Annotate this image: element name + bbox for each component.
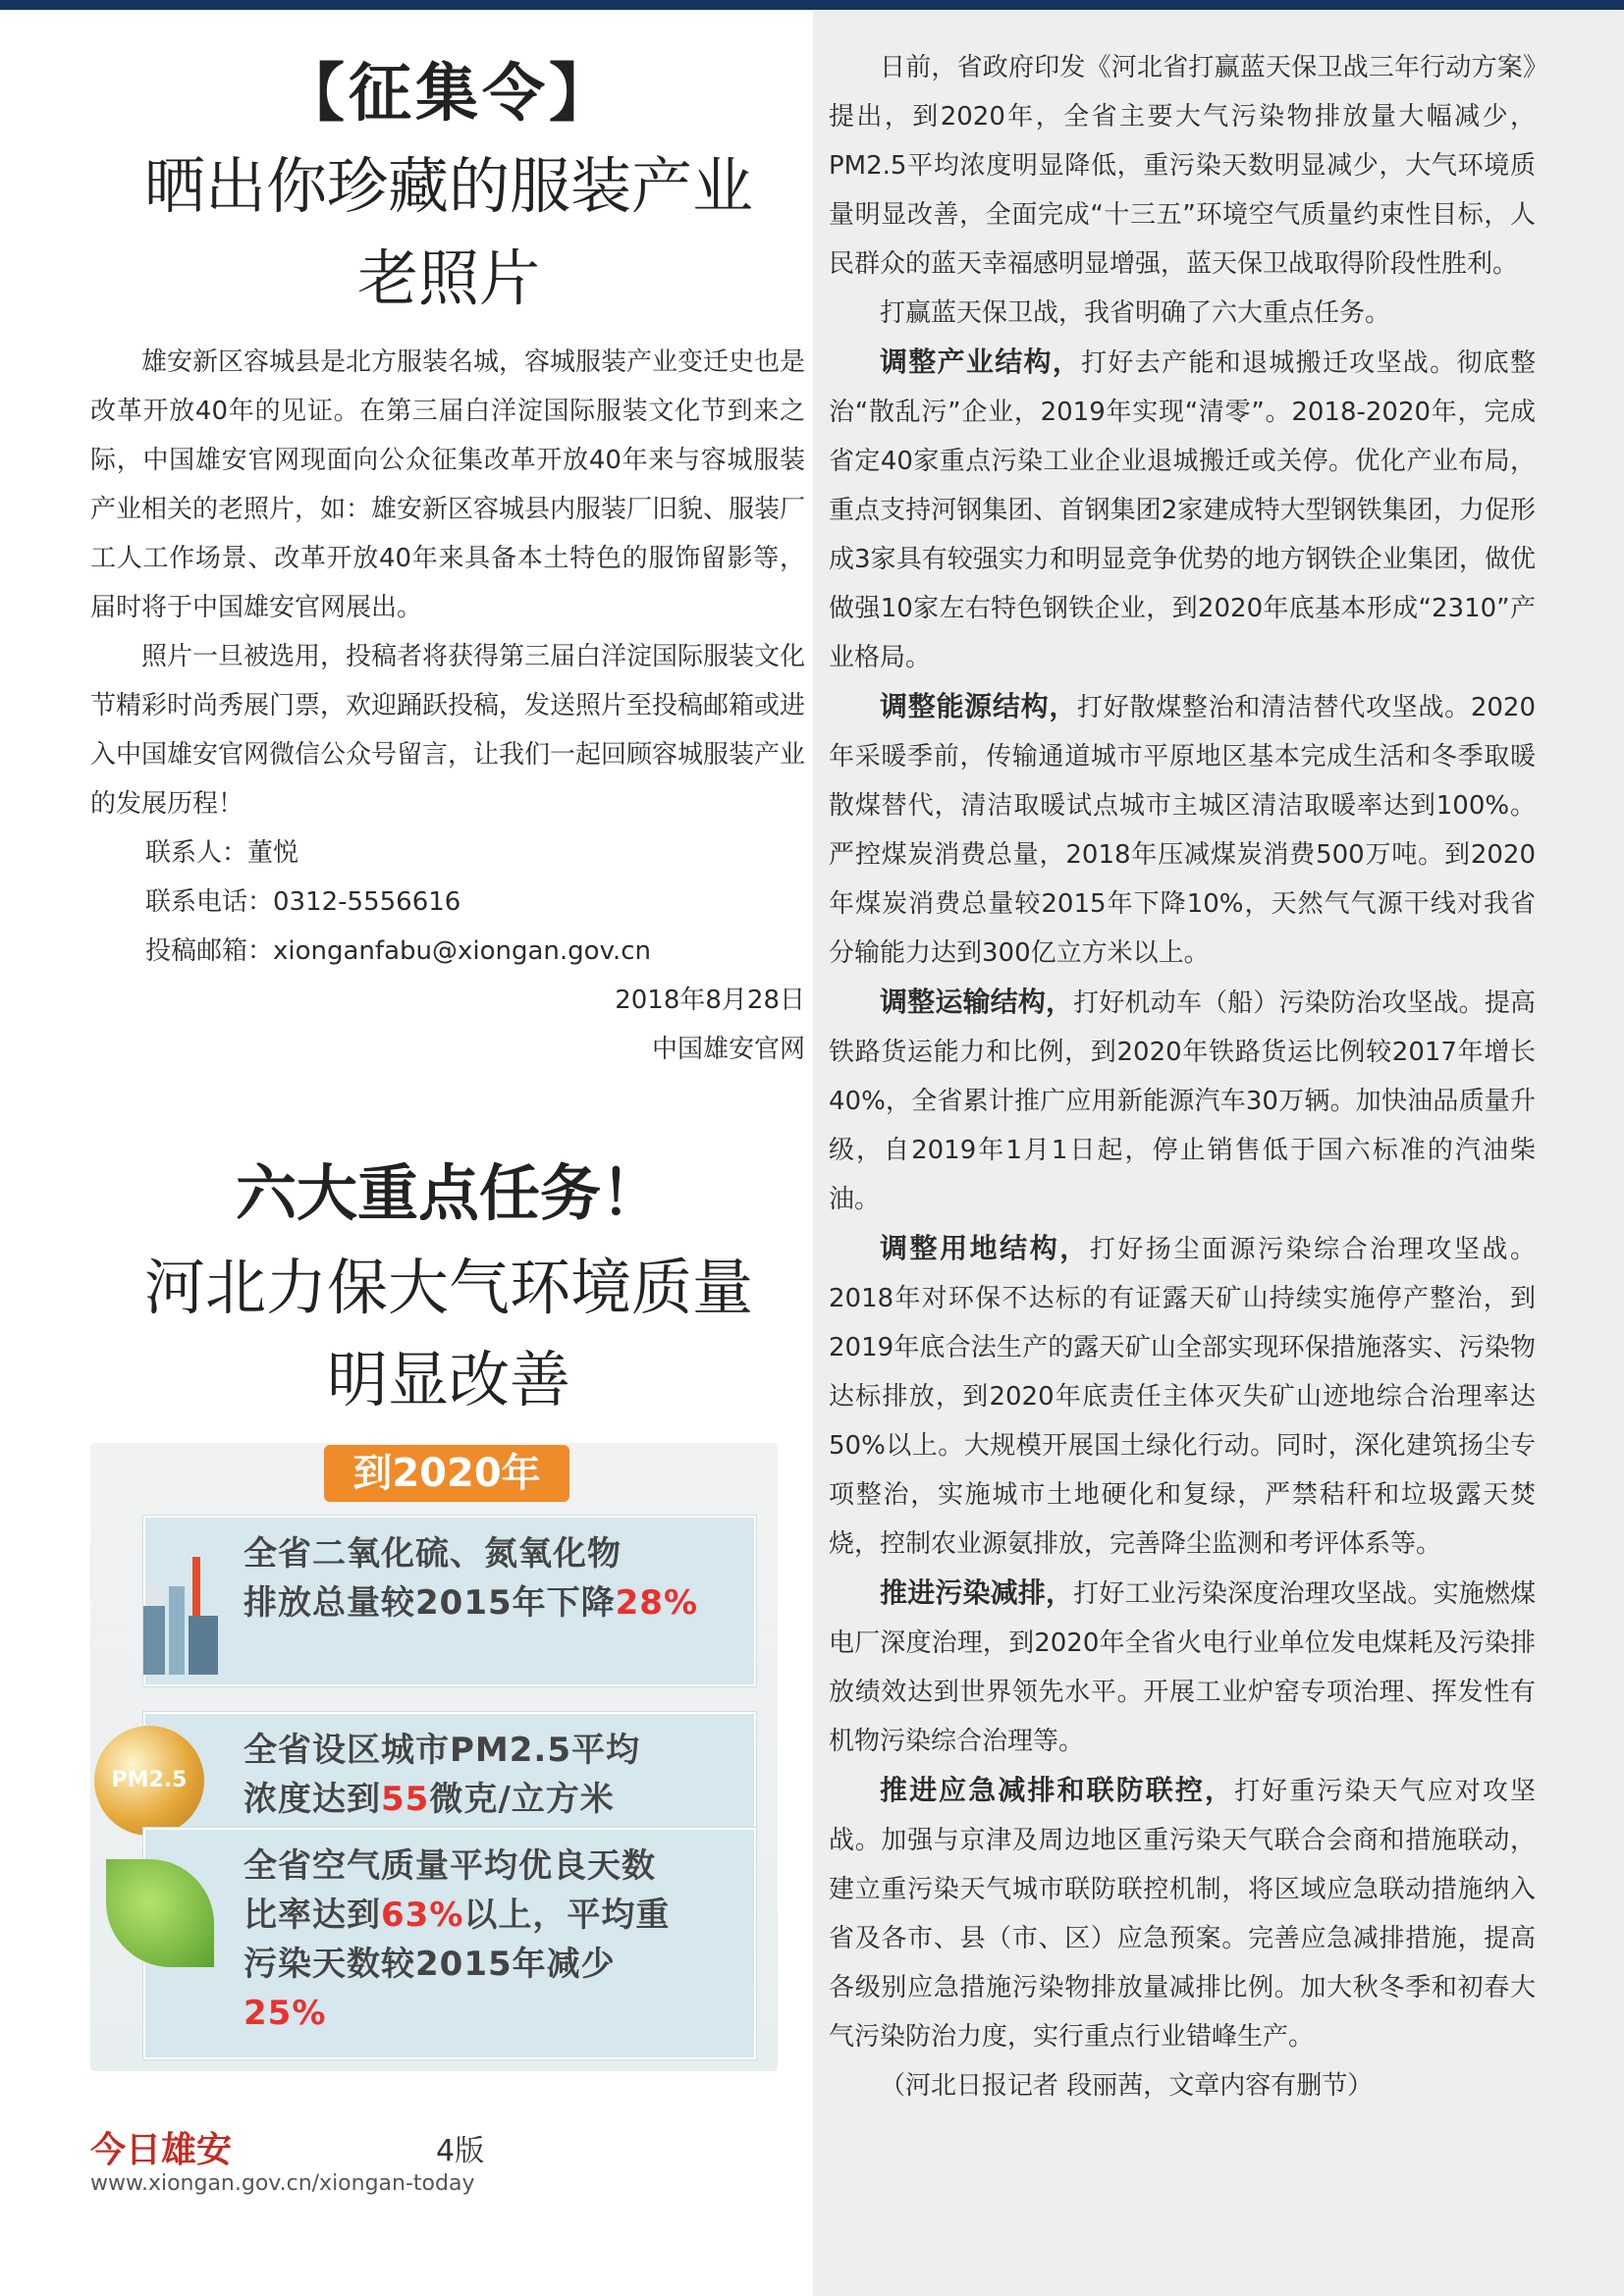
article1-source: 中国雄安官网	[651, 1035, 805, 1064]
infographic-box-emissions	[143, 1516, 756, 1686]
section3-lead: 调整运输结构，	[880, 986, 1074, 1018]
article1-title-line2: 晒出你珍藏的服装产业	[143, 150, 753, 222]
section4-lead: 调整用地结构，	[880, 1232, 1090, 1264]
article2-body	[829, 43, 1536, 2110]
article2-intro2: 打赢蓝天保卫战，我省明确了六大重点任务。	[880, 298, 1391, 328]
box1-line1: 全省二氧化硫、氮氧化物	[244, 1534, 622, 1574]
leaf-icon	[106, 1859, 214, 1967]
infographic	[90, 1443, 778, 2071]
article1-para1: 雄安新区容城县是北方服装名城，容城服装产业变迁史也是改革开放40年的见证。在第三届白洋淀国际服装文化节到来之际，中国雄安官网现面向公众征集改革开放40年来与容城服装产业相关的老照片，如：雄安新区容城县内服装厂旧貌、服装厂工人工作场景、改革开放40年来具备本土特色的服饰留影等，届时将于中国雄安官网展出。	[90, 347, 806, 622]
article2-section4	[829, 1224, 1536, 1569]
section2-lead: 调整能源结构，	[880, 690, 1078, 722]
article2-section6	[829, 1766, 1536, 2061]
box3-line1: 全省空气质量平均优良天数	[244, 1846, 656, 1886]
pm25-ball-icon: PM2.5	[94, 1726, 204, 1836]
article1-title-line3: 老照片	[356, 242, 540, 314]
article1-date: 2018年8月28日	[615, 986, 805, 1015]
contact-person: 联系人：董悦	[145, 838, 299, 868]
infographic-box-pm25	[111, 1712, 756, 1842]
section6-text: 打好重污染天气应对攻坚战。加强与京津及周边地区重污染天气联合会商和措施联动，建立重污染天气城市联防联控机制，将区域应急联动措施纳入省及各市、县（市、区）应急预案。完善应急减排措施，提高各级别应急措施污染物排放量减排比例。加大秋冬季和初春大气污染防治力度，实行重点行业错峰生产。	[829, 1777, 1536, 2052]
box2-line1: 全省设区城市PM2.5平均	[244, 1731, 640, 1770]
article2-intro: 日前，省政府印发《河北省打赢蓝天保卫战三年行动方案》提出，到2020年，全省主要大气污染物排放量大幅减少，PM2.5平均浓度明显降低，重污染天数明显减少，大气环境质量明显改善，全面完成“十三五”环境空气质量约束性目标，人民群众的蓝天幸福感明显增强，蓝天保卫战取得阶段性胜利。	[829, 53, 1536, 279]
section4-text: 打好扬尘面源污染综合治理攻坚战。2018年对环保不达标的有证露天矿山持续实施停产整治，到2019年底合法生产的露天矿山全部实现环保措施落实、污染物达标排放，到2020年底责任主体灭失矿山迹地综合治理率达50%以上。大规模开展国土绿化行动。同时，深化建筑扬尘专项整治，实施城市土地硬化和复绿，严禁秸秆和垃圾露天焚烧，控制农业源氨排放，完善降尘监测和考评体系等。	[829, 1235, 1536, 1559]
article1-title-line1: 【征集令】	[282, 58, 616, 131]
box3-line2b: 以上，平均重	[463, 1896, 671, 1935]
article2-section2	[829, 682, 1536, 978]
article2-source: （河北日报记者 段丽茜，文章内容有删节）	[880, 2071, 1374, 2101]
section5-text: 打好工业污染深度治理攻坚战。实施燃煤电厂深度治理，到2020年全省火电行业单位发电煤耗及污染排放绩效达到世界领先水平。开展工业炉窑专项治理、挥发性有机物污染综合治理等。	[829, 1579, 1536, 1756]
article2-section3	[829, 978, 1536, 1224]
box2-line2b: 微克/立方米	[429, 1780, 615, 1819]
factory-icon	[135, 1557, 226, 1675]
section1-lead: 调整产业结构，	[880, 346, 1082, 378]
contact-phone: 联系电话：0312-5556616	[145, 887, 461, 917]
box3-highlight2: 25%	[244, 1994, 327, 2033]
article1-para2: 照片一旦被选用，投稿者将获得第三届白洋淀国际服装文化节精彩时尚秀展门票，欢迎踊跃投稿，发送照片至投稿邮箱或进入中国雄安官网微信公众号留言，让我们一起回顾容城服装产业的发展历程！	[90, 642, 806, 819]
section6-lead: 推进应急减排和联防联控，	[880, 1774, 1235, 1806]
footer-logo: 今日雄安	[90, 2129, 233, 2170]
infographic-header: 到2020年	[324, 1445, 569, 1502]
box2-highlight: 55	[381, 1780, 430, 1819]
footer-url: www.xiongan.gov.cn/xiongan-today	[90, 2171, 475, 2196]
infographic-box-air-quality	[143, 1828, 756, 2059]
box3-highlight1: 63%	[381, 1896, 464, 1935]
contact-email: 投稿邮箱：xionganfabu@xiongan.gov.cn	[145, 936, 651, 966]
section2-text: 打好散煤整治和清洁替代攻坚战。2020年采暖季前，传输通道城市平原地区基本完成生活和冬季取暖散煤替代，清洁取暖试点城市主城区清洁取暖率达到100%。严控煤炭消费总量，2018年压减煤炭消费500万吨。到2020年煤炭消费总量较2015年下降10%，天然气气源干线对我省分输能力达到300亿立方米以上。	[829, 693, 1536, 968]
box1-highlight: 28%	[615, 1583, 699, 1623]
article2-section1	[829, 338, 1536, 682]
box1-line2: 排放总量较2015年下降	[244, 1583, 616, 1623]
article2-title-line2: 河北力保大气环境质量	[143, 1252, 753, 1323]
article1-body	[90, 338, 805, 1074]
page-number: 4版	[436, 2134, 485, 2168]
box3-line2a: 比率达到	[244, 1896, 381, 1935]
box3-line3: 污染天数较2015年减少	[244, 1945, 616, 1984]
section3-text: 打好机动车（船）污染防治攻坚战。提高铁路货运能力和比例，到2020年铁路货运比例较2017年增长40%，全省累计推广应用新能源汽车30万辆。加快油品质量升级，自2019年1月1日起，停止销售低于国六标准的汽油柴油。	[829, 988, 1536, 1214]
article2-title-line1: 六大重点任务！	[235, 1157, 662, 1229]
article2-title-line3: 明显改善	[326, 1344, 570, 1415]
top-bar	[0, 0, 1624, 10]
article2-section5	[829, 1569, 1536, 1766]
section5-lead: 推进污染减排，	[880, 1576, 1074, 1609]
box2-line2a: 浓度达到	[244, 1780, 381, 1819]
section1-text: 打好去产能和退城搬迁攻坚战。彻底整治“散乱污”企业，2019年实现“清零”。2018-2020年，完成省定40家重点污染工业企业退城搬迁或关停。优化产业布局，重点支持河钢集团、首钢集团2家建成特大型钢铁集团，力促形成3家具有较强实力和明显竞争优势的地方钢铁企业集团，做优做强10家左右特色钢铁企业，到2020年底基本形成“2310”产业格局。	[829, 348, 1536, 672]
